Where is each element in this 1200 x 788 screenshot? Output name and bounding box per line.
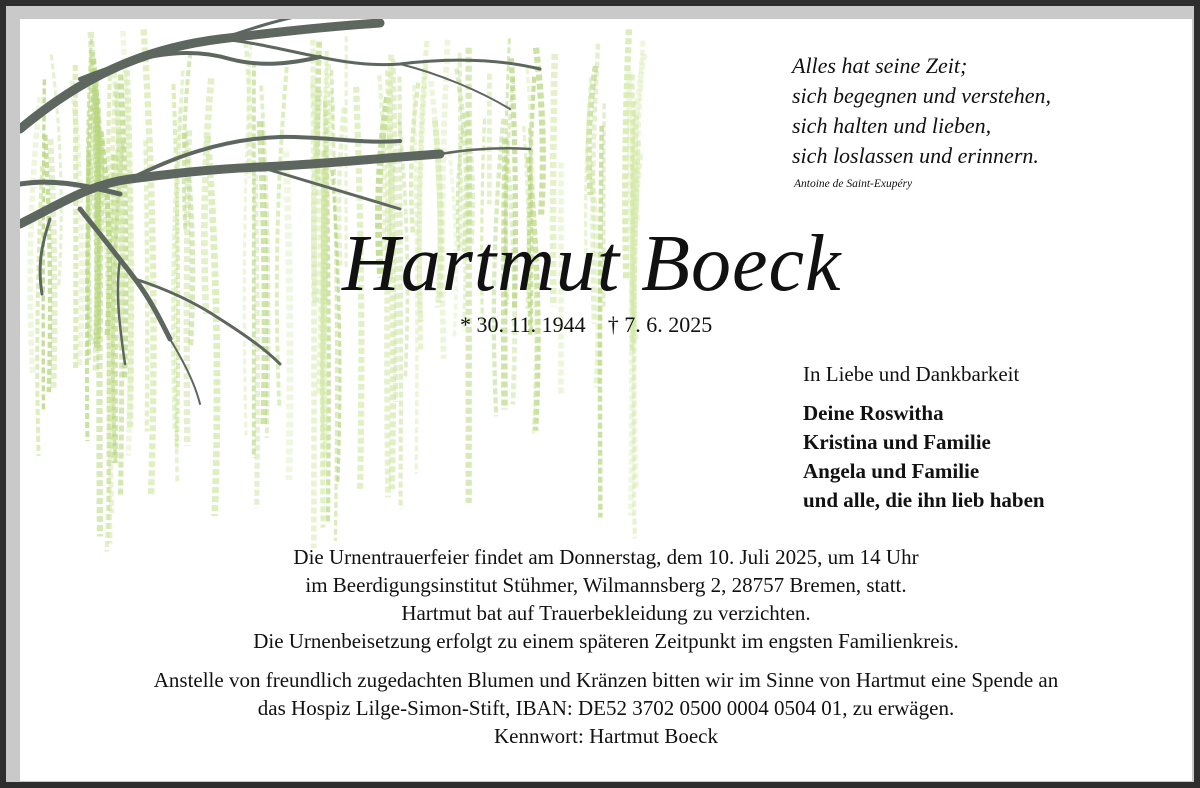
quote-line: sich begegnen und verstehen, — [792, 83, 1052, 108]
willow-strand — [442, 40, 447, 359]
ceremony-info — [20, 543, 1192, 655]
willow-strand — [97, 98, 98, 228]
quote-author: Antoine de Saint-Exupéry — [794, 178, 913, 190]
willow-strand — [45, 135, 50, 392]
mourners-list — [803, 399, 1183, 515]
willow-strand — [208, 136, 217, 516]
quote-line: sich halten und lieben, — [792, 113, 992, 138]
quote-line: sich loslassen und erinnern. — [792, 143, 1039, 168]
willow-strand — [187, 130, 189, 446]
mourner: Kristina und Familie — [803, 430, 991, 454]
willow-strand — [145, 140, 147, 431]
mourner: Deine Roswitha — [803, 401, 944, 425]
donation-info — [20, 666, 1192, 750]
life-dates — [460, 311, 780, 339]
willow-strand — [75, 65, 76, 371]
willow-strand — [244, 44, 250, 436]
obituary-notice — [20, 19, 1192, 781]
mourner: und alle, die ihn lieb haben — [803, 488, 1045, 512]
ceremony-line: Hartmut bat auf Trauerbekleidung zu verzichten. — [401, 601, 811, 625]
deceased-name: Hartmut Boeck — [342, 220, 842, 308]
death-date: † 7. 6. 2025 — [607, 312, 713, 337]
ceremony-line: Die Urnentrauerfeier findet am Donnerstag, dem 10. Juli 2025, um 14 Uhr — [293, 545, 919, 569]
willow-strand — [313, 40, 314, 549]
willow-strand — [536, 48, 543, 215]
donation-line: das Hospiz Lilge-Simon-Stift, IBAN: DE52 3702 0500 0004 0504 01, zu erwägen. — [257, 696, 955, 720]
birth-date: * 30. 11. 1944 — [460, 312, 586, 337]
donation-line: Anstelle von freundlich zugedachten Blumen und Kränzen bitten wir im Sinne von Hartmut eine Spende an — [153, 668, 1059, 692]
quote-block — [792, 51, 1132, 192]
willow-strand — [286, 151, 290, 480]
mourner: Angela und Familie — [803, 459, 980, 483]
willow-strand — [100, 138, 102, 536]
quote-line: Alles hat seine Zeit; — [792, 53, 968, 78]
notice-frame-inner — [6, 6, 1194, 782]
ceremony-line: im Beerdigungsinstitut Stühmer, Wilmannsberg 2, 28757 Bremen, statt. — [305, 573, 907, 597]
donation-line: Kennwort: Hartmut Boeck — [494, 724, 718, 748]
thanks-line: In Liebe und Dankbarkeit — [803, 362, 1020, 386]
ceremony-line: Die Urnenbeisetzung erfolgt zu einem späteren Zeitpunkt im engsten Familienkreis. — [253, 629, 959, 653]
